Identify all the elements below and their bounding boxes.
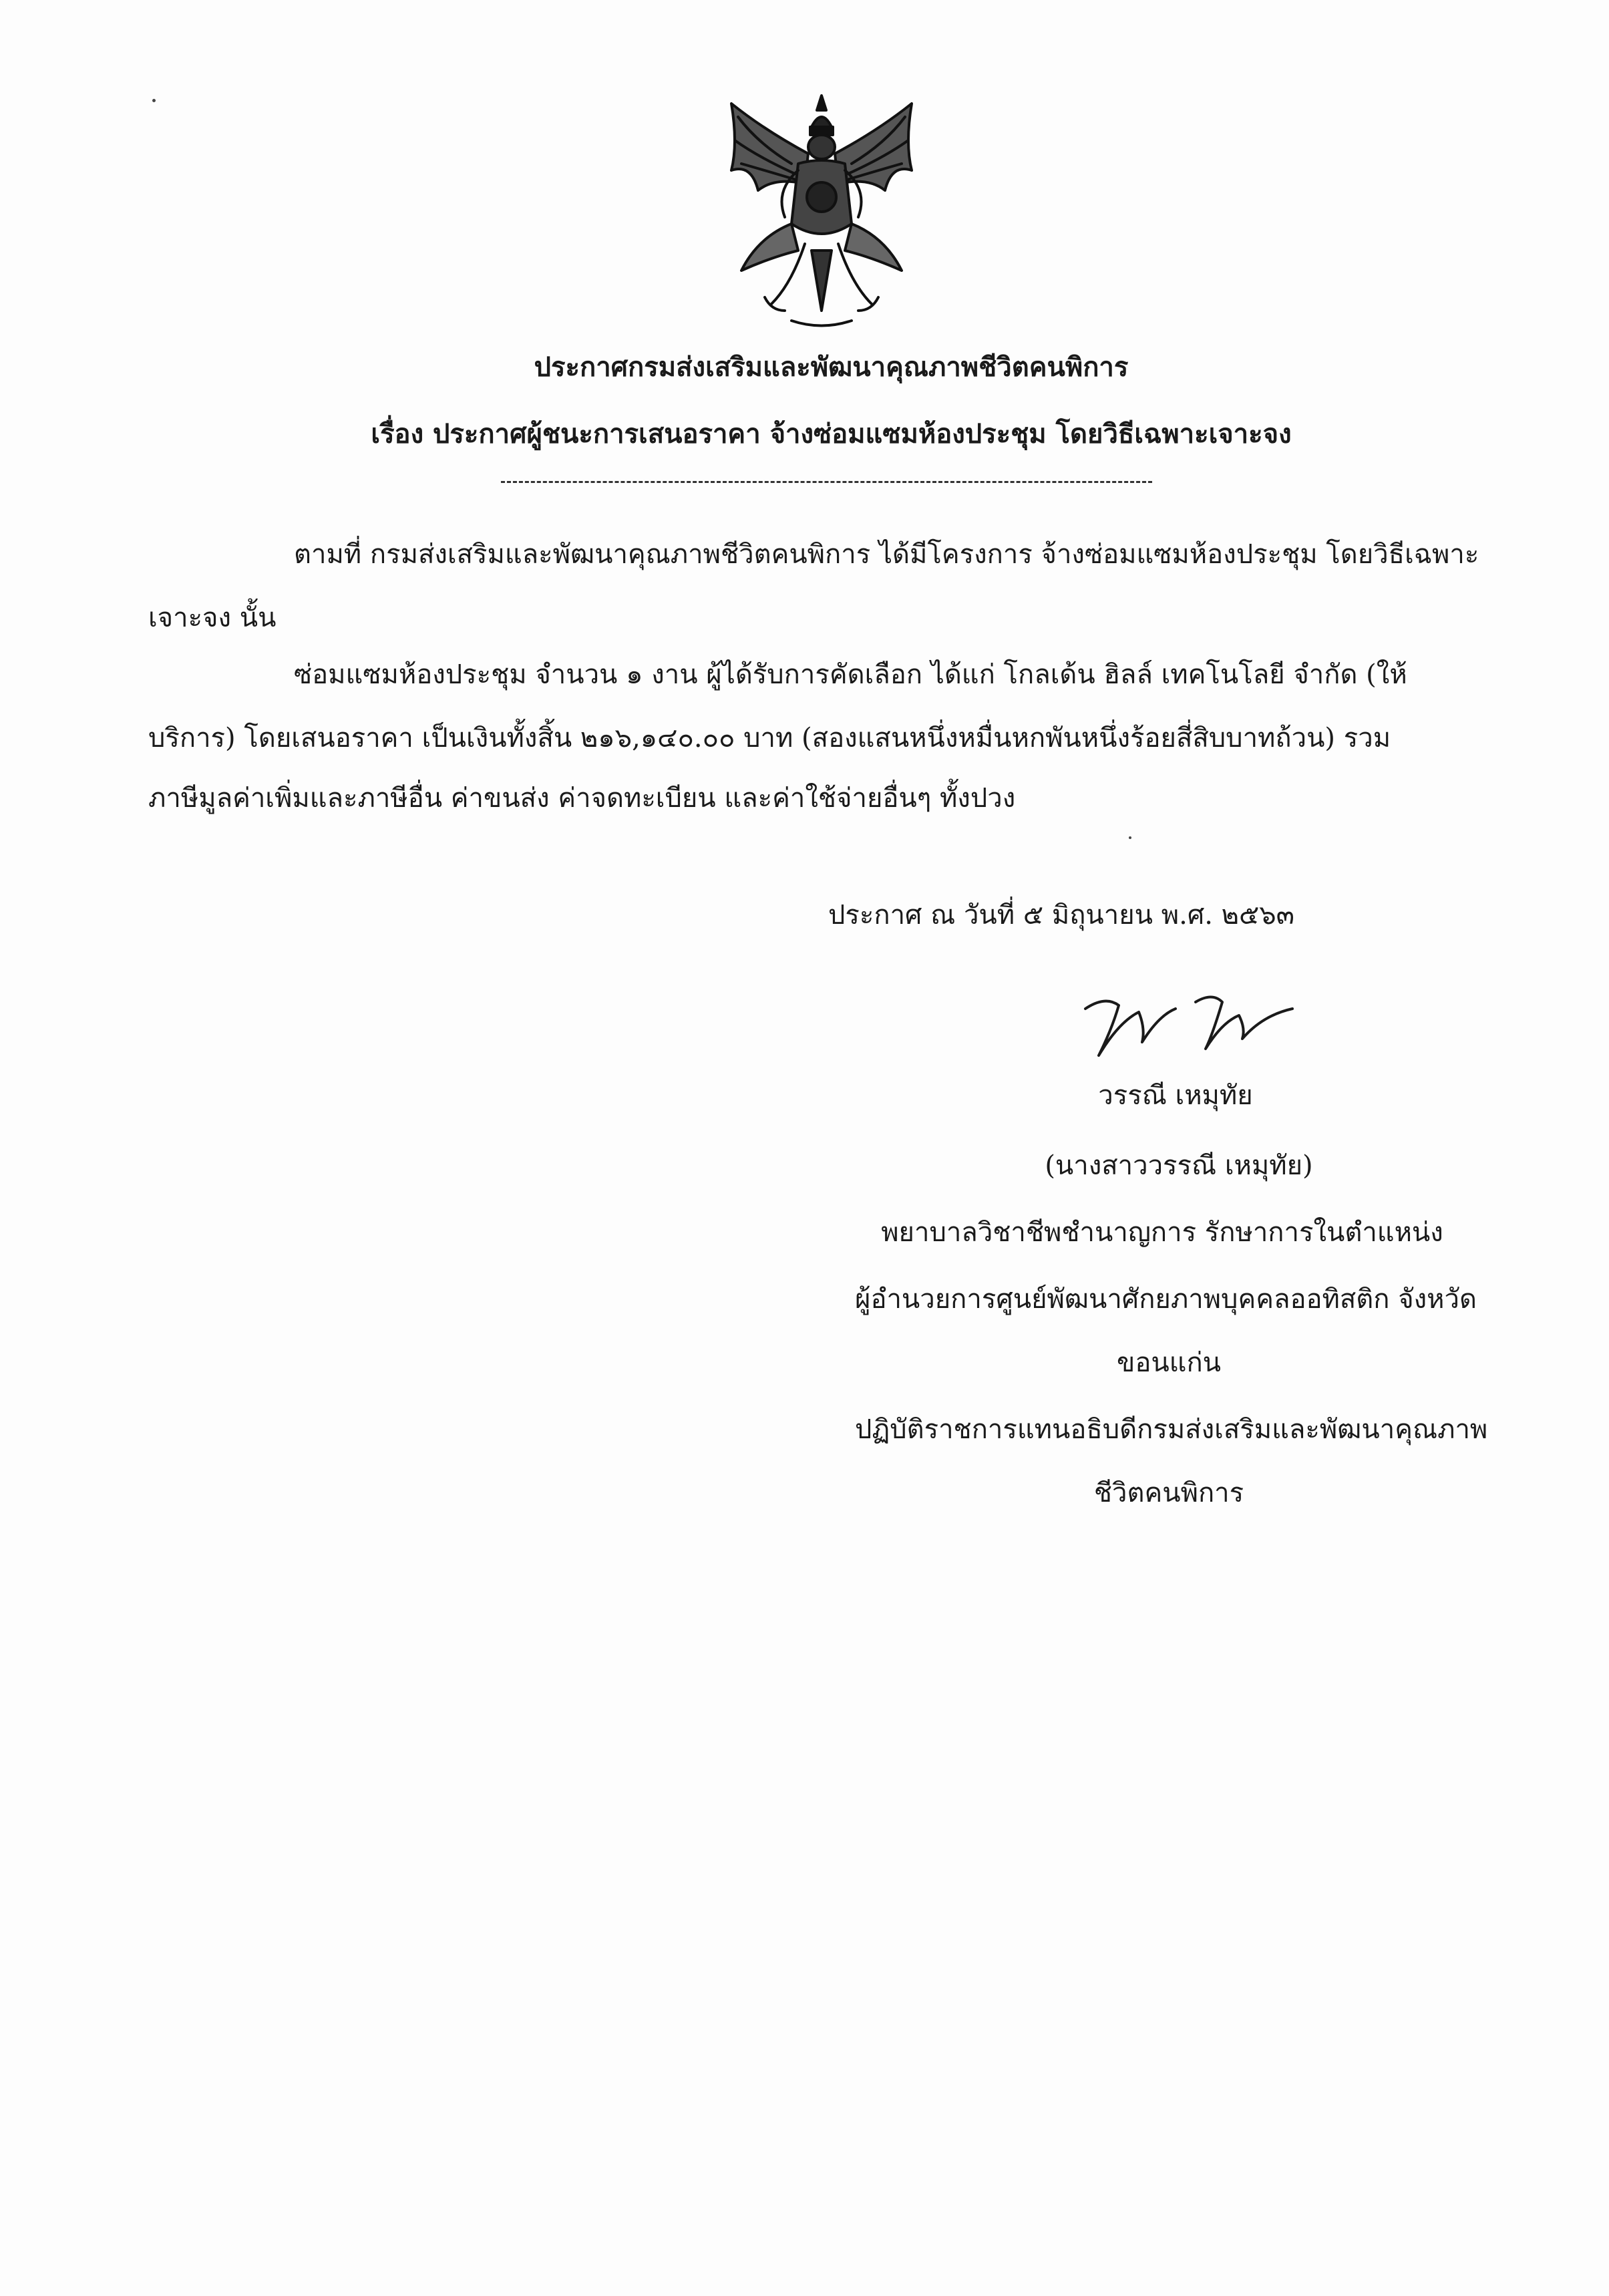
body-paragraph-2-line-3: ภาษีมูลค่าเพิ่มและภาษีอื่น ค่าขนส่ง ค่าจดทะเบียน และค่าใช้จ่ายอื่นๆ ทั้งปวง [148, 783, 1016, 814]
signatory-name-short: วรรณี เหมุทัย [1098, 1080, 1253, 1111]
signatory-position-line-2: ผู้อำนวยการศูนย์พัฒนาศักยภาพบุคคลออทิสติก จังหวัด [855, 1284, 1477, 1315]
body-paragraph-1-line-1: ตามที่ กรมส่งเสริมและพัฒนาคุณภาพชีวิตคนพิการ ได้มีโครงการ จ้างซ่อมแซมห้องประชุม โดยวิธีเฉพาะ [294, 539, 1479, 570]
signatory-position-line-4: ปฏิบัติราชการแทนอธิบดีกรมส่งเสริมและพัฒนาคุณภาพ [855, 1414, 1488, 1445]
document-subject: เรื่อง ประกาศผู้ชนะการเสนอราคา จ้างซ่อมแซมห้องประชุม โดยวิธีเฉพาะเจาะจง [371, 418, 1292, 450]
signatory-position-line-5: ชีวิตคนพิการ [1093, 1478, 1244, 1508]
scan-speck [1129, 836, 1131, 839]
signatory-name-full: (นางสาววรรณี เหมุทัย) [1045, 1150, 1313, 1181]
document-title: ประกาศกรมส่งเสริมและพัฒนาคุณภาพชีวิตคนพิการ [534, 351, 1129, 383]
announcement-date: ประกาศ ณ วันที่ ๕ มิถุนายน พ.ศ. ๒๕๖๓ [828, 900, 1295, 931]
header-divider [501, 481, 1152, 483]
body-paragraph-2-line-2: บริการ) โดยเสนอราคา เป็นเงินทั้งสิ้น ๒๑๖,๑๔๐.๐๐ บาท (สองแสนหนึ่งหมื่นหกพันหนึ่งร้อยสี่สิบบาทถ้วน) รวม [148, 723, 1391, 754]
signatory-position-line-1: พยาบาลวิชาชีพชำนาญการ รักษาการในตำแหน่ง [881, 1217, 1443, 1248]
body-paragraph-1-line-2: เจาะจง นั้น [148, 603, 277, 633]
signatory-position-line-3: ขอนแก่น [1116, 1347, 1222, 1378]
handwritten-signature-icon [1079, 982, 1299, 1076]
garuda-emblem-icon [711, 90, 932, 337]
body-paragraph-2-line-1: ซ่อมแซมห้องประชุม จำนวน ๑ งาน ผู้ได้รับการคัดเลือก ได้แก่ โกลเด้น ฮิลล์ เทคโนโลยี จำกัด (ให้ [294, 659, 1407, 690]
scan-speck [152, 99, 156, 102]
